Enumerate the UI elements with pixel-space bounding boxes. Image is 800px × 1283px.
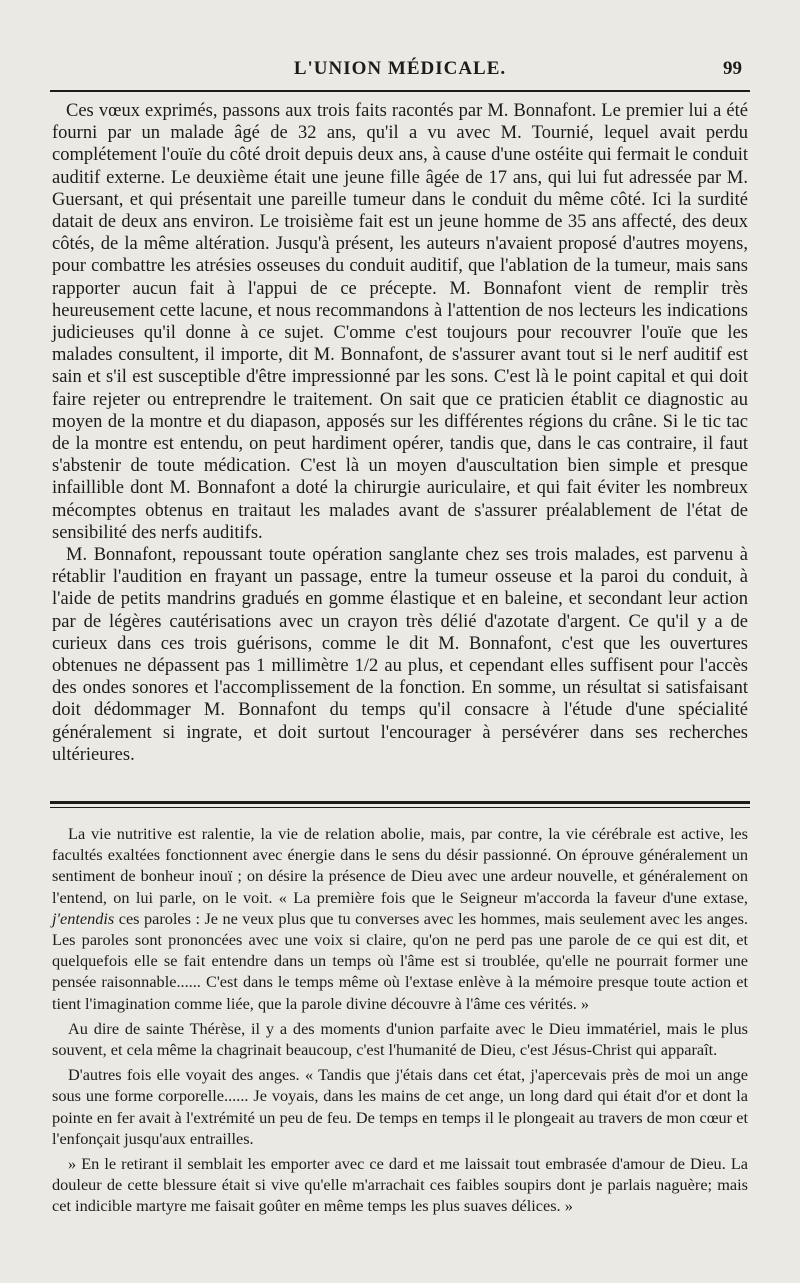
- feuilleton-paragraph: D'autres fois elle voyait des anges. « Tandis que j'étais dans cet état, j'apercevais près de moi un ange sous une forme corporelle...... Je voyais, dans les mains de cet ange, un long dard qui était d'or et dont la pointe en fer avait à l'extrémité un peu de feu. De temps en temps il le plongeait au travers de mon cœur et l'enfonçait jusqu'aux entrailles.: [52, 1065, 748, 1148]
- page-header: [50, 58, 750, 86]
- article-paragraph: M. Bonnafont, repoussant toute opération sanglante chez ses trois malades, est parvenu à rétablir l'audition en frayant un passage, entre la tumeur osseuse et la paroi du conduit, à l'aide de petits mandrins gradués en gomme élastique et en baleine, et secondant leur action par de légères cautérisations avec un crayon très délié d'azotate d'argent. Ce qu'il y a de curieux dans ces trois guérisons, comme le dit M. Bonnafont, c'est que les ouvertures obtenues ne dépassent pas 1 millimètre 1/2 au plus, et cependant elles suffisent pour l'accès des ondes sonores et l'accomplissement de la fonction. En somme, un résultat si satisfaisant doit dédommager M. Bonnafont du temps qu'il consacre à l'étude d'une spécialité généralement si ingrate, et doit surtout l'encourager à persévérer dans ses recherches ultérieures.: [52, 545, 748, 765]
- header-rule: [50, 90, 750, 92]
- feuilleton-italic: j'entendis: [52, 908, 115, 928]
- main-article: [52, 100, 748, 766]
- feuilleton-text: La vie nutritive est ralentie, la vie de relation abolie, mais, par contre, la vie cérébrale est active, les facultés exaltées fonctionnent avec énergie dans le sens du désir passionné. On éprouve généralement un sentiment de bonheur inouï ; on désire la présence de Dieu avec une ardeur nouvelle, et généralement on l'entend, on lui parle, on le voit. « La première fois que le Seigneur m'accorda la faveur d'une extase,: [52, 824, 748, 907]
- article-paragraph: Ces vœux exprimés, passons aux trois faits racontés par M. Bonnafont. Le premier lui a été fourni par un malade âgé de 32 ans, qu'il a vu avec M. Tournié, lequel avait perdu complétement l'ouïe du côté droit depuis deux ans, à cause d'une ostéite qui fermait le conduit auditif externe. Le deuxième était une jeune fille âgée de 17 ans, qui lui fut adressée par M. Guersant, et qui présentait une pareille tumeur dans le conduit du même côté. Ici la surdité datait de deux ans environ. Le troisième fait est un jeune homme de 35 ans affecté, des deux côtés, de la même altération. Jusqu'à présent, les auteurs n'avaient proposé d'autres moyens, pour combattre les atrésies osseuses du conduit auditif, que l'ablation de la tumeur, mais sans rapporter aucun fait à l'appui de ce précepte. M. Bonnafont vient de remplir très heureusement cette lacune, et nous recommandons à l'attention de nos lecteurs les indications judicieuses qu'il donne à ce sujet. C'omme c'est toujours pour recouvrer l'ouïe que les malades consultent, il importe, dit M. Bonnafont, de s'assurer avant tout si le nerf auditif est sain et s'il est susceptible d'être impressionné par les sons. C'est là le point capital et qui doit faire rejeter ou entreprendre le traitement. On sait que ce praticien établit ce diagnostic au moyen de la montre et du diapason, apposés sur les différentes régions du crâne. Si le tic tac de la montre est entendu, on peut hardiment opérer, tandis que, dans le cas contraire, il faut s'abstenir de toute médication. C'est là un moyen d'auscultation bien simple et presque infaillible dont M. Bonnafont a doté la chirurgie auriculaire, et qui fait éviter les nombreux mécomptes obtenus en traitaut les malades avant de s'assurer préalablement de l'état de sensibilité des nerfs auditifs.: [52, 101, 748, 543]
- section-divider-thin: [50, 807, 750, 808]
- feuilleton-section: [52, 823, 748, 1221]
- feuilleton-paragraph: Au dire de sainte Thérèse, il y a des moments d'union parfaite avec le Dieu immatériel, mais le plus souvent, et cela même la chagrinait beaucoup, c'est l'humanité de Dieu, c'est Jésus-Christ qui apparaît.: [52, 1018, 748, 1060]
- feuilleton-paragraph: » En le retirant il semblait les emporter avec ce dard et me laissait tout embrasée d'amour de Dieu. La douleur de cette blessure était si vive qu'elle m'arrachait ces faibles soupirs dont je parlais naguère; mais cet indicible martyre me faisait goûter en même temps les plus suaves délices. »: [52, 1154, 748, 1216]
- feuilleton-text: ces paroles : Je ne veux plus que tu converses avec les hommes, mais seulement avec les anges. Les paroles sont prononcées avec une voix si claire, qu'on ne perd pas une parole de ce qui est dit, et quelquefois elle se fait entendre dans un temps où l'âme est si troublée, qu'elle ne pourrait former une pensée raisonnable...... C'est dans le temps même où l'extase enlève à la mémoire presque toute action et tient l'imagination comme liée, que la parole divine découvre à l'âme ces vérités. »: [52, 908, 748, 1013]
- page-number: 99: [723, 58, 742, 79]
- section-divider: [50, 801, 750, 804]
- running-title: L'UNION MÉDICALE.: [293, 58, 507, 79]
- feuilleton-paragraph: [52, 823, 748, 1014]
